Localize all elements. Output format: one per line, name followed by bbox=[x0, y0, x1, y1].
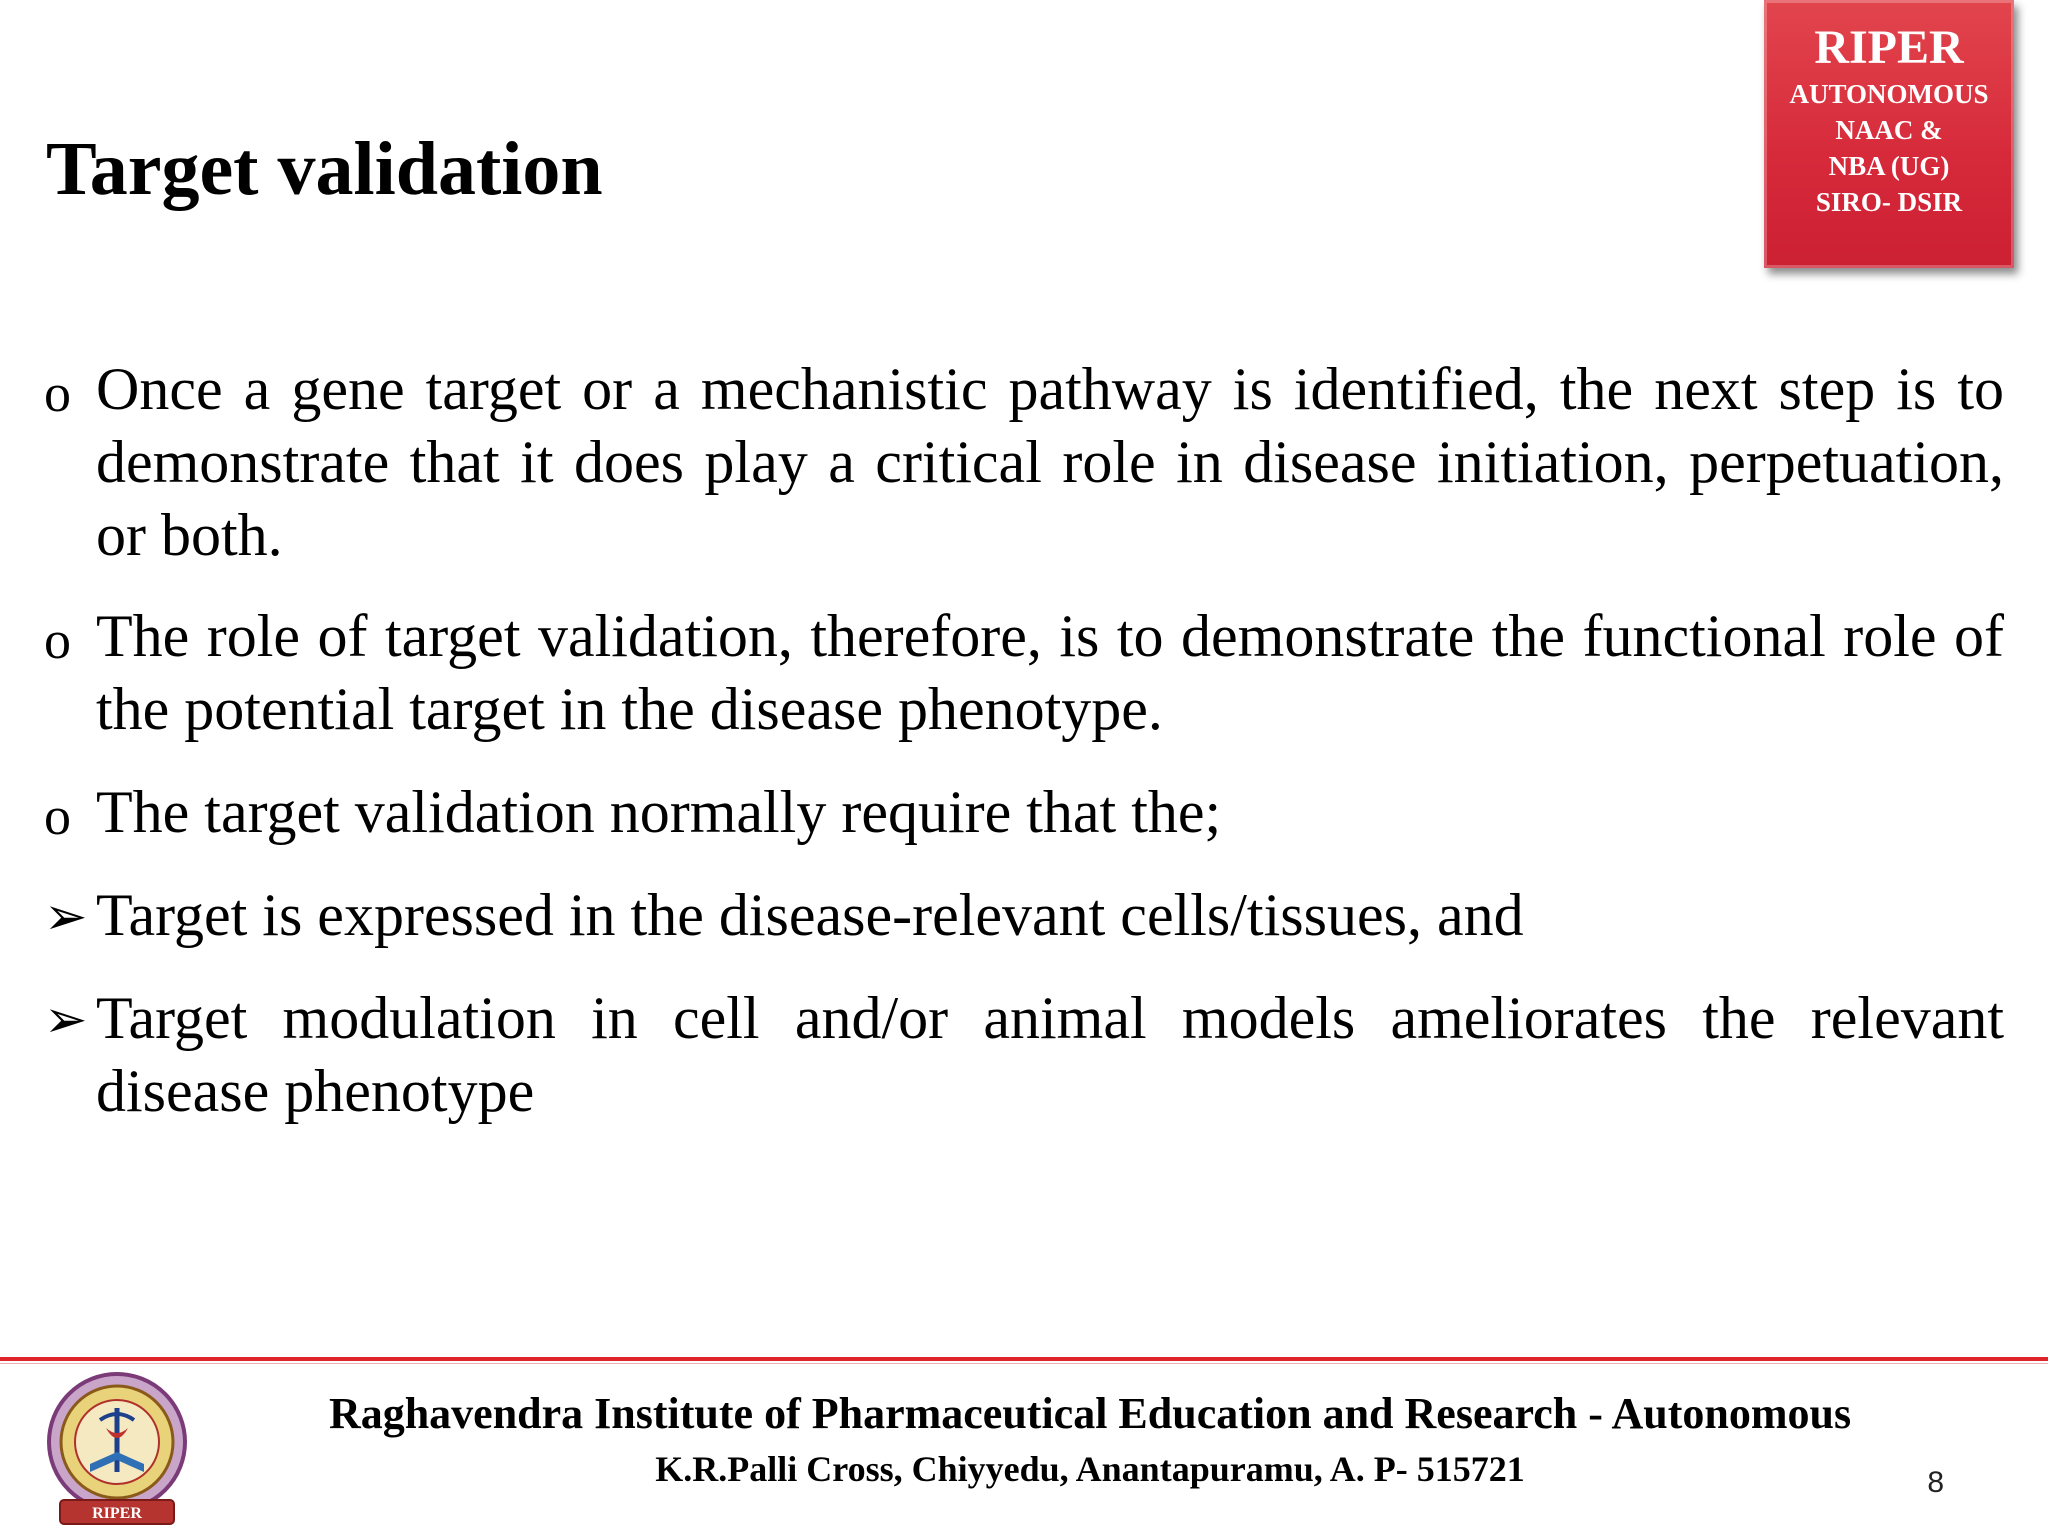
badge-autonomous: AUTONOMOUS bbox=[1789, 79, 1989, 109]
logo-ribbon-text: RIPER bbox=[92, 1505, 142, 1522]
bullet-item bbox=[44, 776, 2004, 849]
bullet-text: Once a gene target or a mechanistic pathway is identified, the next step is to demonstrate that it does play a critical role in disease initiation, perpetuation, or both. bbox=[96, 356, 2004, 568]
bullet-text: The target validation normally require that the; bbox=[96, 779, 1222, 845]
bullet-item bbox=[44, 353, 2004, 572]
footer-divider-shadow bbox=[0, 1363, 2048, 1364]
circle-bullet-icon: o bbox=[44, 363, 71, 423]
badge-siro: SIRO- DSIR bbox=[1815, 187, 1963, 217]
arrow-bullet-icon: ➢ bbox=[44, 992, 88, 1049]
badge-nba: NBA (UG) bbox=[1828, 151, 1950, 181]
bullet-text: Target modulation in cell and/or animal models ameliorates the relevant disease phenotype bbox=[96, 985, 2004, 1124]
bullet-list bbox=[44, 353, 2004, 1128]
bullet-text: Target is expressed in the disease-relevant cells/tissues, and bbox=[96, 882, 1524, 948]
badge-naac: NAAC & bbox=[1835, 115, 1943, 145]
bullet-item bbox=[44, 600, 2004, 746]
institute-name: Raghavendra Institute of Pharmaceutical Education and Research - Autonomous bbox=[328, 1389, 1852, 1438]
bullet-item bbox=[44, 982, 2004, 1128]
badge-riper: RIPER bbox=[1814, 21, 1964, 74]
accreditation-badge bbox=[1764, 0, 2014, 268]
page-number: 8 bbox=[1927, 1466, 1944, 1499]
circle-bullet-icon: o bbox=[44, 610, 71, 670]
bullet-text: The role of target validation, therefore, is to demonstrate the functional role of the potential target in the disease phenotype. bbox=[96, 603, 2004, 742]
bullet-item bbox=[44, 879, 2004, 952]
arrow-bullet-icon: ➢ bbox=[44, 889, 88, 946]
institute-address: K.R.Palli Cross, Chiyyedu, Anantapuramu, A. P- 515721 bbox=[655, 1449, 1525, 1489]
circle-bullet-icon: o bbox=[44, 786, 71, 846]
footer-divider bbox=[0, 1357, 2048, 1361]
slide-title: Target validation bbox=[46, 127, 603, 211]
